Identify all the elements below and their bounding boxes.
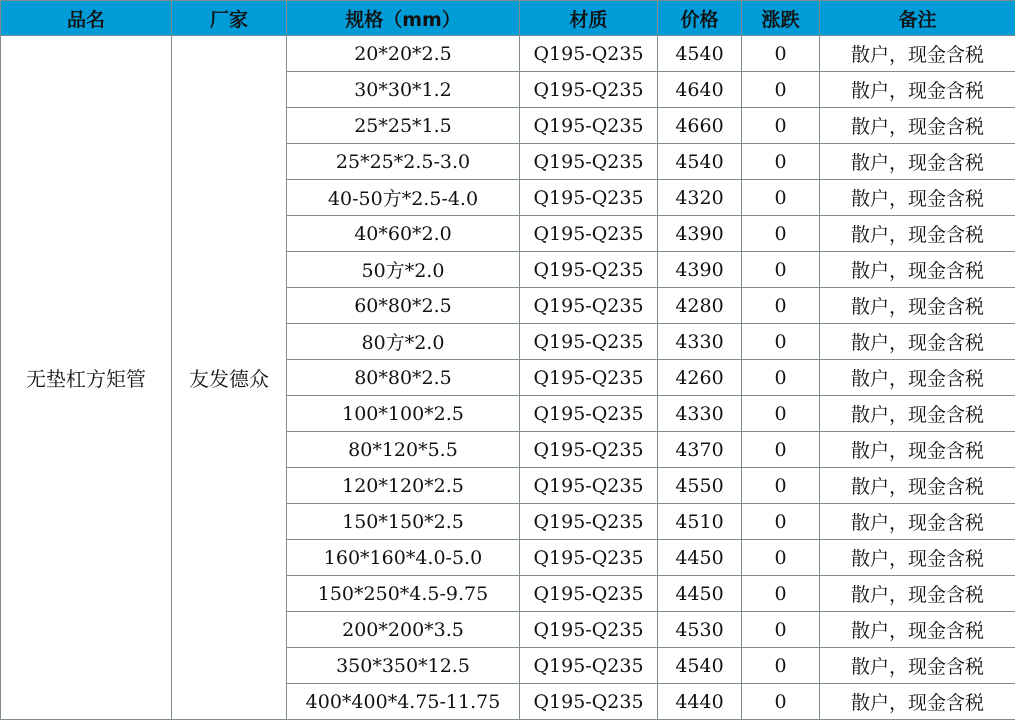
note-cell[interactable]: 散户，现金含税 [820,324,1015,360]
manufacturer-cell[interactable]: 友发德众 [172,36,287,720]
change-cell[interactable]: 0 [742,252,820,288]
material-cell[interactable]: Q195-Q235 [520,108,658,144]
header-manufacturer[interactable]: 厂家 [172,1,287,36]
spec-cell[interactable]: 40-50方*2.5-4.0 [287,180,520,216]
price-cell[interactable]: 4540 [658,648,742,684]
header-note[interactable]: 备注 [820,1,1015,36]
price-cell[interactable]: 4510 [658,504,742,540]
material-cell[interactable]: Q195-Q235 [520,252,658,288]
change-cell[interactable]: 0 [742,144,820,180]
note-cell[interactable]: 散户，现金含税 [820,396,1015,432]
header-spec[interactable]: 规格（mm） [287,1,520,36]
spec-cell[interactable]: 160*160*4.0-5.0 [287,540,520,576]
change-cell[interactable]: 0 [742,36,820,72]
material-cell[interactable]: Q195-Q235 [520,540,658,576]
spec-cell[interactable]: 120*120*2.5 [287,468,520,504]
spec-cell[interactable]: 100*100*2.5 [287,396,520,432]
material-cell[interactable]: Q195-Q235 [520,180,658,216]
change-cell[interactable]: 0 [742,468,820,504]
note-cell[interactable]: 散户，现金含税 [820,504,1015,540]
note-cell[interactable]: 散户，现金含税 [820,180,1015,216]
price-cell[interactable]: 4280 [658,288,742,324]
spec-cell[interactable]: 350*350*12.5 [287,648,520,684]
note-cell[interactable]: 散户，现金含税 [820,432,1015,468]
change-cell[interactable]: 0 [742,324,820,360]
material-cell[interactable]: Q195-Q235 [520,36,658,72]
price-cell[interactable]: 4390 [658,252,742,288]
header-row [1,1,1015,36]
price-cell[interactable]: 4260 [658,360,742,396]
spec-cell[interactable]: 40*60*2.0 [287,216,520,252]
price-cell[interactable]: 4660 [658,108,742,144]
material-cell[interactable]: Q195-Q235 [520,468,658,504]
note-cell[interactable]: 散户，现金含税 [820,216,1015,252]
change-cell[interactable]: 0 [742,72,820,108]
table-body [1,36,1015,720]
note-cell[interactable]: 散户，现金含税 [820,648,1015,684]
price-cell[interactable]: 4370 [658,432,742,468]
price-cell[interactable]: 4330 [658,324,742,360]
spec-cell[interactable]: 200*200*3.5 [287,612,520,648]
change-cell[interactable]: 0 [742,288,820,324]
spec-cell[interactable]: 80*80*2.5 [287,360,520,396]
change-cell[interactable]: 0 [742,612,820,648]
note-cell[interactable]: 散户，现金含税 [820,288,1015,324]
change-cell[interactable]: 0 [742,504,820,540]
material-cell[interactable]: Q195-Q235 [520,576,658,612]
price-cell[interactable]: 4330 [658,396,742,432]
price-cell[interactable]: 4390 [658,216,742,252]
price-cell[interactable]: 4550 [658,468,742,504]
spec-cell[interactable]: 30*30*1.2 [287,72,520,108]
table-header [1,1,1015,36]
price-cell[interactable]: 4450 [658,540,742,576]
spec-cell[interactable]: 150*250*4.5-9.75 [287,576,520,612]
price-cell[interactable]: 4640 [658,72,742,108]
price-cell[interactable]: 4320 [658,180,742,216]
note-cell[interactable]: 散户，现金含税 [820,684,1015,720]
note-cell[interactable]: 散户，现金含税 [820,252,1015,288]
product-name-cell[interactable]: 无垫杠方矩管 [1,36,172,720]
note-cell[interactable]: 散户，现金含税 [820,360,1015,396]
note-cell[interactable]: 散户，现金含税 [820,468,1015,504]
change-cell[interactable]: 0 [742,180,820,216]
change-cell[interactable]: 0 [742,432,820,468]
spec-cell[interactable]: 400*400*4.75-11.75 [287,684,520,720]
note-cell[interactable]: 散户，现金含税 [820,108,1015,144]
material-cell[interactable]: Q195-Q235 [520,648,658,684]
spec-cell[interactable]: 150*150*2.5 [287,504,520,540]
header-material[interactable]: 材质 [520,1,658,36]
change-cell[interactable]: 0 [742,108,820,144]
note-cell[interactable]: 散户，现金含税 [820,576,1015,612]
change-cell[interactable]: 0 [742,576,820,612]
spec-cell[interactable]: 25*25*2.5-3.0 [287,144,520,180]
price-cell[interactable]: 4540 [658,144,742,180]
header-change[interactable]: 涨跌 [742,1,820,36]
change-cell[interactable]: 0 [742,540,820,576]
note-cell[interactable]: 散户，现金含税 [820,72,1015,108]
price-cell[interactable]: 4440 [658,684,742,720]
material-cell[interactable]: Q195-Q235 [520,144,658,180]
change-cell[interactable]: 0 [742,648,820,684]
spec-cell[interactable]: 60*80*2.5 [287,288,520,324]
price-cell[interactable]: 4450 [658,576,742,612]
material-cell[interactable]: Q195-Q235 [520,72,658,108]
spec-cell[interactable]: 20*20*2.5 [287,36,520,72]
note-cell[interactable]: 散户，现金含税 [820,144,1015,180]
material-cell[interactable]: Q195-Q235 [520,288,658,324]
table-row [1,36,1015,72]
spec-cell[interactable]: 25*25*1.5 [287,108,520,144]
header-product-name[interactable]: 品名 [1,1,172,36]
change-cell[interactable]: 0 [742,360,820,396]
material-cell[interactable]: Q195-Q235 [520,396,658,432]
header-price[interactable]: 价格 [658,1,742,36]
note-cell[interactable]: 散户，现金含税 [820,36,1015,72]
price-cell[interactable]: 4530 [658,612,742,648]
spec-cell[interactable]: 80*120*5.5 [287,432,520,468]
material-cell[interactable]: Q195-Q235 [520,684,658,720]
note-cell[interactable]: 散户，现金含税 [820,612,1015,648]
price-cell[interactable]: 4540 [658,36,742,72]
change-cell[interactable]: 0 [742,684,820,720]
note-cell[interactable]: 散户，现金含税 [820,540,1015,576]
material-cell[interactable]: Q195-Q235 [520,432,658,468]
change-cell[interactable]: 0 [742,396,820,432]
material-cell[interactable]: Q195-Q235 [520,612,658,648]
spec-cell[interactable]: 80方*2.0 [287,324,520,360]
material-cell[interactable]: Q195-Q235 [520,504,658,540]
material-cell[interactable]: Q195-Q235 [520,360,658,396]
spec-cell[interactable]: 50方*2.0 [287,252,520,288]
change-cell[interactable]: 0 [742,216,820,252]
material-cell[interactable]: Q195-Q235 [520,216,658,252]
material-cell[interactable]: Q195-Q235 [520,324,658,360]
